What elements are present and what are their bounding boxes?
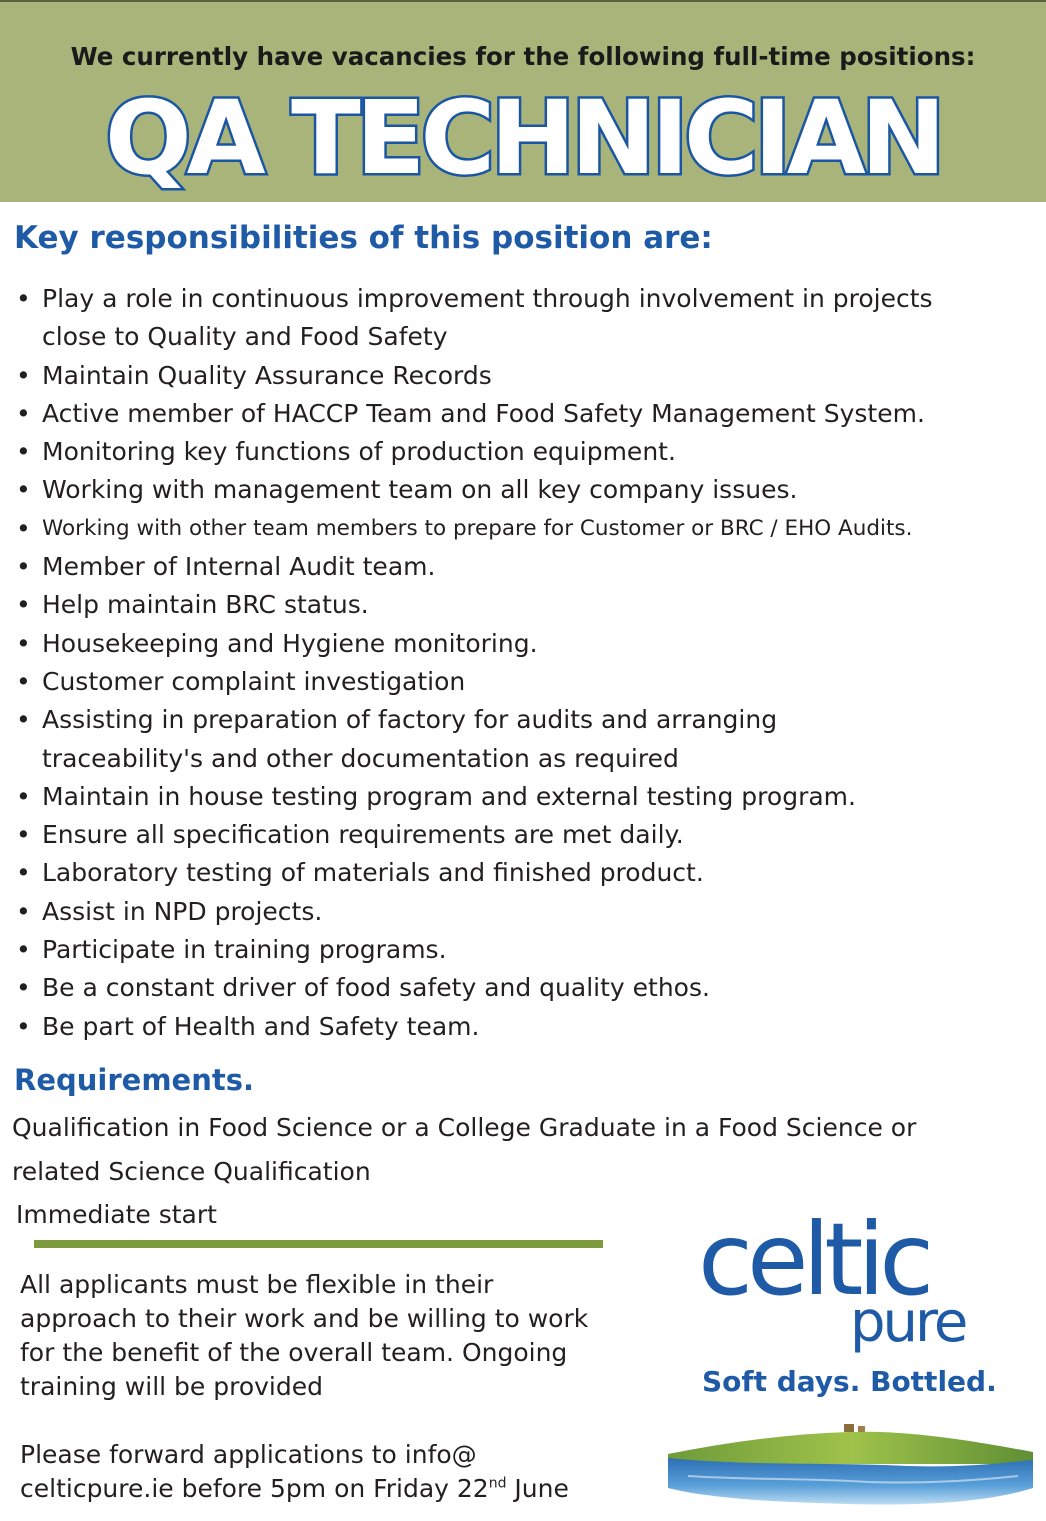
list-item: • Member of Internal Audit team. xyxy=(16,548,1036,586)
requirement-line: Immediate start xyxy=(16,1200,217,1229)
list-item: • Maintain in house testing program and external testing program. xyxy=(16,778,1036,816)
list-item: • Assisting in preparation of factory for audits and arranging xyxy=(16,701,1036,739)
list-item: • Ensure all specification requirements are met daily. xyxy=(16,816,1036,854)
list-item: • Laboratory testing of materials and finished product. xyxy=(16,854,1036,892)
list-item: • Participate in training programs. xyxy=(16,931,1036,969)
apply-text: celticpure.ie before 5pm on Friday 22 xyxy=(20,1474,489,1503)
list-item: • Play a role in continuous improvement through involvement in projects xyxy=(16,280,1036,318)
list-item: • Assist in NPD projects. xyxy=(16,893,1036,931)
header-banner xyxy=(0,0,1046,202)
requirements-heading: Requirements. xyxy=(14,1063,254,1097)
paragraph-line: training will be provided xyxy=(20,1372,323,1401)
vacancies-subtitle: We currently have vacancies for the following full-time positions: xyxy=(70,42,976,71)
logo-pure-text: pure xyxy=(850,1290,966,1355)
list-item: • Housekeeping and Hygiene monitoring. xyxy=(16,625,1036,663)
list-item: • Working with other team members to prepare for Customer or BRC / EHO Audits. xyxy=(16,510,1036,548)
list-item: • Maintain Quality Assurance Records xyxy=(16,357,1036,395)
apply-line xyxy=(20,1472,660,1506)
applicants-paragraph xyxy=(20,1268,660,1404)
paragraph-line: approach to their work and be willing to work xyxy=(20,1304,589,1333)
divider xyxy=(34,1240,603,1248)
paragraph-line: for the benefit of the overall team. Ongoing xyxy=(20,1338,568,1367)
responsibilities-list xyxy=(16,280,1036,1046)
requirement-line: related Science Qualification xyxy=(12,1157,371,1186)
responsibilities-heading: Key responsibilities of this position are: xyxy=(14,220,713,256)
list-item: • Help maintain BRC status. xyxy=(16,586,1036,624)
job-title: QA TECHNICIAN xyxy=(104,79,942,198)
list-item-continuation: traceability's and other documentation as required xyxy=(42,743,679,773)
apply-paragraph xyxy=(20,1438,660,1506)
logo-tagline: Soft days. Bottled. xyxy=(702,1365,997,1398)
list-item-continuation: close to Quality and Food Safety xyxy=(42,322,448,352)
list-item: • Working with management team on all key company issues. xyxy=(16,471,1036,509)
apply-line: Please forward applications to info@ xyxy=(20,1440,477,1469)
paragraph-line: All applicants must be flexible in their xyxy=(20,1270,494,1299)
landscape-water-image xyxy=(668,1418,1033,1508)
requirement-line: Qualification in Food Science or a College Graduate in a Food Science or xyxy=(12,1113,917,1142)
list-item: • Be a constant driver of food safety and quality ethos. xyxy=(16,969,1036,1007)
apply-text: June xyxy=(506,1474,569,1503)
list-item: • Be part of Health and Safety team. xyxy=(16,1008,1036,1046)
list-item: • Monitoring key functions of production equipment. xyxy=(16,433,1036,471)
list-item: • Active member of HACCP Team and Food Safety Management System. xyxy=(16,395,1036,433)
logo-wordmark: celtic xyxy=(698,1201,929,1318)
list-item: • Customer complaint investigation xyxy=(16,663,1036,701)
ordinal-suffix: nd xyxy=(488,1475,507,1492)
